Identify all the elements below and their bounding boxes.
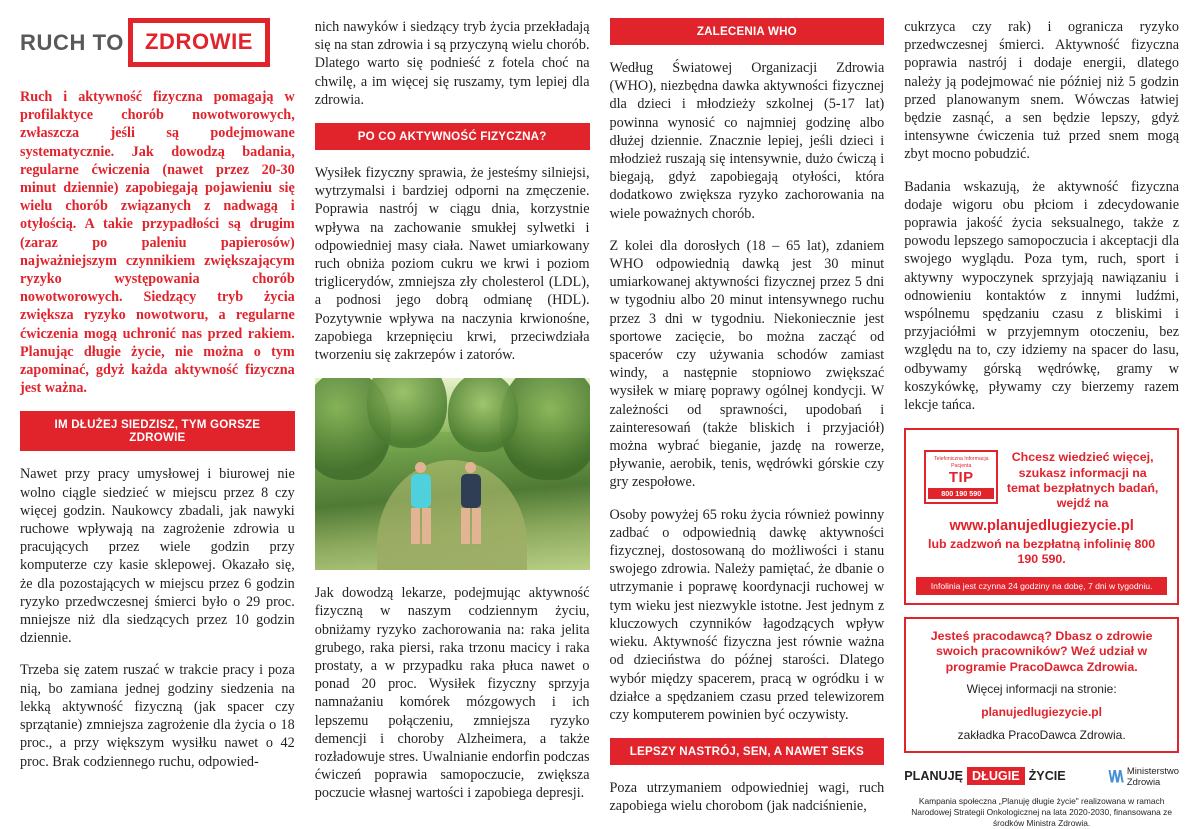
col3-paragraph-3: Osoby powyżej 65 roku życia również powinny zadbać o odpowiednią dawkę aktywności fizycznej, dostosowaną do możliwości i stanu swojego zdrowia. Należy pamiętać, że dbanie o utrzymanie i poprawę koordynacji ruchowej w tym wieku jest niezwykle istotne. Jest jednym z kluczowych czynników łagodzących wpływ wieku. Aktywność fizyczna jest równie ważna od dzieciństwa do późnej starości. Dlatego wybór między spacerem, pracą w ogródku i w działce a spędzaniem czasu przed telewizorem czy komputerem powinien być oczywisty. <box>609 506 885 723</box>
promo-employer-link[interactable]: planujedlugiezycie.pl <box>981 705 1102 720</box>
photo-runner-female <box>411 462 431 544</box>
column-container <box>20 18 1179 829</box>
section-heading-why-activity: PO CO AKTYWNOŚĆ FIZYCZNA? <box>315 123 590 150</box>
column-1 <box>20 18 295 790</box>
column-4 <box>904 18 1179 829</box>
promo-employer-headline: Jesteś pracodawcą? Dbasz o zdrowie swoich pracowników? Weź udział w programie PracoDawca Zdrowia. <box>930 628 1153 674</box>
ministry-label-line1: Ministerstwo <box>1126 765 1179 777</box>
runners-photo <box>315 378 590 570</box>
ministry-mark-icon: \/\/\ <box>1108 766 1122 786</box>
masthead-title-box-label: ZDROWIE <box>145 29 254 54</box>
section-heading-mood: LEPSZY NASTRÓJ, SEN, A NAWET SEKS <box>610 738 885 765</box>
promo-hotline-sub: lub zadzwoń na bezpłatną infolinię 800 190 590. <box>928 536 1156 567</box>
col4-paragraph-2: Badania wskazują, że aktywność fizyczna dodaje wigoru obu płciom i zdecydowanie poprawia jakość życia seksualnego, także z powodu lepszego samopoczucia i akceptacji dla swojego wyglądu. Poza tym, ruch, sport i aktywny wypoczynek sprzyjają nawiązaniu i odnowieniu kontaktów z innymi ludźmi, wspólnemu spędzaniu czasu z bliskimi i przyjaciółmi w przyjemnym otoczeniu, bez względu na to, czy idziemy na spacer do lasu, odbywamy górską wędrówkę, gramy w koszykówkę, pływamy czy bierzemy razem lekcje tańca. <box>904 178 1179 414</box>
promo-employer-body-line1: Więcej informacji na stronie: <box>966 682 1117 697</box>
promo-hotline-url[interactable]: www.planujedlugiezycie.pl <box>949 517 1134 534</box>
masthead <box>20 18 295 74</box>
column-3 <box>609 18 885 815</box>
tip-logo-caption: Telefoniczna Informacja Pacjenta <box>934 456 989 470</box>
col3-paragraph-2: Z kolei dla dorosłych (18 – 65 lat), zdaniem WHO odpowiednią dawką jest 30 minut umiarkowanej aktywności fizycznej przez 5 dni w tygodniu albo 20 minut intensywnego ruchu przez 3 dni w tygodniu. Niekoniecznie jest sportowe zacięcie, bo można zacząć od spacerów czy używania schodów zamiast windy, a następnie stopniowo zwiększać wysiłek w miarę poprawy ogólnej kondycji. W zależności od sprawności, upodobań i zainteresowań (także bliskich i przyjaciół) można wybrać bieganie, jazdę na rowerze, pływanie, aerobik, tenis, wędrówki górskie czy gry zespołowe. <box>609 237 885 491</box>
masthead-title-left: RUCH TO <box>20 30 125 55</box>
runner-torso <box>411 474 431 508</box>
column-2 <box>314 18 590 802</box>
runner-torso <box>461 474 481 508</box>
footer-logos <box>904 765 1179 787</box>
col2-paragraph-3: Jak dowodzą lekarze, podejmując aktywność fizyczną w naszym codziennym życiu, obniżamy ryzyko zachorowania na: raka jelita grubego, raka piersi, raka trzonu macicy i raka prostaty, a w przypadku raka płuca nawet o ponad 20 proc. Wysiłek fizyczny sprzyja namnażaniu komórek mózgowych i ich lepszemu połączeniu, zmniejsza ryzyko demencji i choroby Alzheimera, a także rozładowuje stres. Uwalnianie endorfin podczas ćwiczeń poprawia samopoczucie, zwiększa poczucie własnej wartości i zapobiega depresji. <box>314 585 590 802</box>
promo-box-hotline[interactable] <box>904 428 1179 604</box>
logo-word-3: ŻYCIE <box>1028 769 1066 784</box>
promo-employer-body-line2: zakładka PracoDawca Zdrowia. <box>957 727 1126 742</box>
photo-path <box>377 460 527 570</box>
promo-box-employer[interactable] <box>904 617 1179 754</box>
col2-paragraph-1: nich nawyków i siedzący tryb życia przekładają się na stan zdrowia i są przyczyną wielu chorób. Dlatego warto się podnieść z fotela choć na chwilę, a im więcej się ruszamy, tym lepiej dla zdrowia. <box>314 19 590 108</box>
tip-logo-number: 800 190 590 <box>928 488 994 499</box>
col4-paragraph-1: cukrzyca czy rak) i ogranicza ryzyko przedwczesnej śmierci. Aktywność fizyczna poprawia nastrój i dodaje energii, dlatego należy ją podejmować nie później niż 5 godzin przed planowanym snem. Wówczas łatwiej będzie zasnąć, a sen będzie lepszy, gdyż intensywne ćwiczenia tuż przed snem mogą zbyt mocno pobudzić. <box>904 19 1179 163</box>
tip-logo <box>924 450 998 504</box>
logo-word-1: PLANUJĘ <box>904 769 964 784</box>
runner-head <box>415 462 426 473</box>
runner-legs <box>461 508 481 544</box>
photo-tree <box>367 378 447 448</box>
promo-hotline-headline: Chcesz wiedzieć więcej, szukasz informacji na temat bezpłatnych badań, wejdź na <box>1006 450 1159 511</box>
col2-paragraph-2: Wysiłek fizyczny sprawia, że jesteśmy silniejsi, wytrzymalsi i bardziej odporni na zmęczenie. Poprawia nastrój w ciągu dnia, korzystnie wpływa na zachowanie smukłej sylwetki i odpowiedniej masy ciała. Nawet umiarkowany ruch obniża poziom cukru we krwi i poziom triglicerydów, zmniejsza zły cholesterol (LDL), a podnosi jego dobrą odmianę (HDL). Pozytywnie wpływa na naczynia krwionośne, zapobiega krzepnięciu krwi, przeciwdziała tworzeniu się zakrzepów i zatorów. <box>314 165 590 364</box>
photo-runner-male <box>461 462 481 544</box>
promo-hotline-footer: Infolinia jest czynna 24 godziny na dobę, 7 dni w tygodniu. <box>916 577 1167 595</box>
col3-paragraph-4: Poza utrzymaniem odpowiedniej wagi, ruch zapobiega wielu chorobom (jak nadciśnienie, <box>609 780 885 815</box>
logo-word-2: DŁUGIE <box>967 767 1025 785</box>
masthead-title-box <box>128 18 270 67</box>
section-heading-who: ZALECENIA WHO <box>610 18 885 45</box>
tip-logo-acronym: TIP <box>948 469 974 487</box>
logo-ministry-of-health <box>1108 765 1179 787</box>
ministry-label-line2: Zdrowia <box>1126 776 1161 788</box>
promo-hotline-top <box>916 440 1167 512</box>
section-heading-sitting: IM DŁUŻEJ SIEDZISZ, TYM GORSZE ZDROWIE <box>20 411 295 451</box>
footer-campaign-note: Kampania społeczna „Planuję długie życie" realizowana w ramach Narodowej Strategii Onkologicznej na lata 2020-2030, finansowana ze środków Ministra Zdrowia. <box>911 796 1172 829</box>
logo-planuje-dlugie-zycie <box>904 767 1065 785</box>
runner-legs <box>411 508 431 544</box>
col1-paragraph-2: Trzeba się zatem ruszać w trakcie pracy i poza nią, bo zamiana jednej godziny siedzenia na lekką aktywność fizyczną (jak spacer czy sprzątanie) zmniejsza zagrożenie dla życia o 18 proc., a przy większym wysiłku nawet o 42 proc. Brak codziennego ruchu, odpowied- <box>20 662 295 770</box>
photo-tree <box>448 378 518 452</box>
lead-paragraph: Ruch i aktywność fizyczna pomagają w profilaktyce chorób nowotworowych, zwłaszcza jeśli są podejmowane systematycznie. Jak dowodzą badania, regularne ćwiczenia (nawet przez 20-30 minut dziennie) zapobiegają pojawieniu się wielu chorób związanych z nadwagą i otyłością. A takie przypadłości są drugim (zaraz po paleniu papierosów) najważniejszym czynnikiem zwiększającym ryzyko występowania chorób nowotworowych. Siedzący tryb życia zwiększa ryzyko nowotworu, a regularne ćwiczenia mogą uchronić nas przed rakiem. Planując długie życie, nie można o tym zapominać, gdyż każda aktywność fizyczna jest ważna. <box>20 89 295 397</box>
col3-paragraph-1: Według Światowej Organizacji Zdrowia (WHO), niezbędna dawka aktywności fizycznej dla dzieci i młodzieży szkolnej (5-17 lat) powinna wynosić co najmniej godzinę albo dłużej dziennie. Znacznie lepiej, jeśli dzieci i młodzież ruszają się intensywnie, dużo ćwiczą i biegają, gdyż zapobiegają otyłości, która dodatkowo zwiększa ryzyko zachorowania na wiele poważnych chorób. <box>609 60 885 222</box>
col1-paragraph-1: Nawet przy pracy umysłowej i biurowej nie wolno ciągle siedzieć w miejscu przez 8 czy więcej godzin. Naukowcy zbadali, jak nawyki ruchowe wpływają na zagrożenie zdrowia u pracujących przez wiele godzin przy komputerze czy kasie sklepowej. Okazało się, że dla pozostających w miejscu przez 6 godzin ryzyko przedwczesnej śmierci było o 29 proc. mniejsze niż dla siedzących przez 10 godzin dziennie. <box>20 466 295 647</box>
ministry-label <box>1127 765 1179 787</box>
runner-head <box>465 462 476 473</box>
